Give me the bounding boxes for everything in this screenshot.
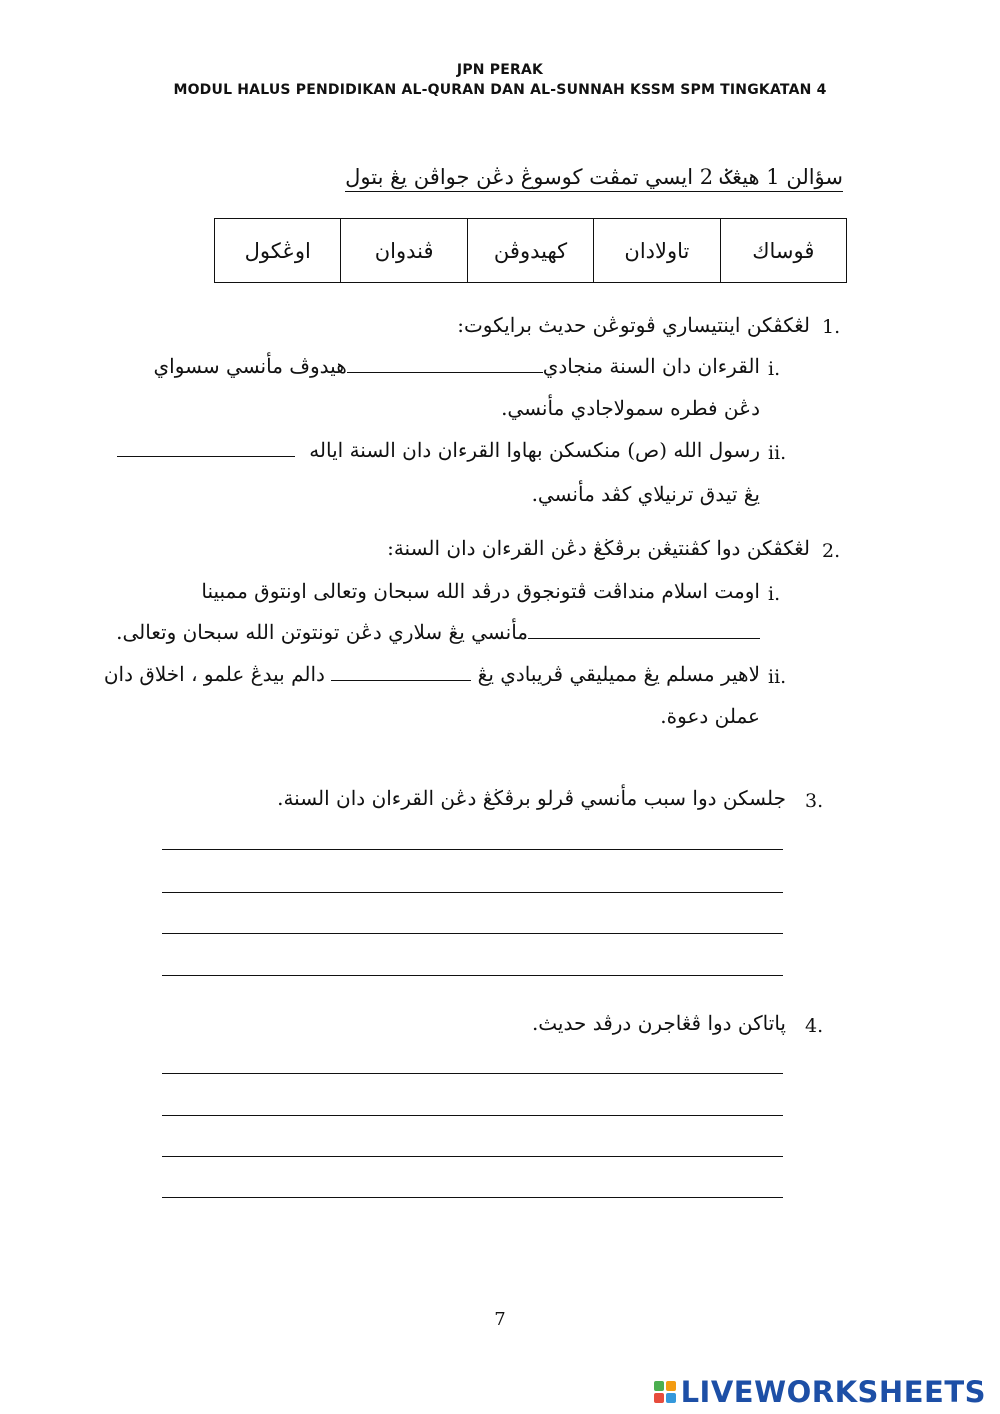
q2-ii-answer-blank[interactable] [331,680,471,681]
header-line-1: JPN PERAK [456,62,544,78]
q3-answer-line[interactable] [162,933,783,934]
page-number: 7 [494,1309,506,1330]
q1-i-answer-blank[interactable] [347,372,543,373]
q4-answer-line[interactable] [162,1156,783,1157]
q2-ii-number: ii. [768,666,787,688]
q1-number: 1. [822,316,841,338]
q1-prompt: لڠكڤكن اينتيساري ڤوتوڠن حديث برايكوت: [457,313,810,337]
instruction-title: سؤالن 1 هيڠݢ 2 ايسي تمڤت كوسوڠ دڠن جواڤن يڠ بتول [345,165,843,192]
liveworksheets-logo-icon [654,1381,676,1403]
answer-bank-item[interactable]: تاولادان [594,219,720,283]
header-line-2: MODUL HALUS PENDIDIKAN AL-QURAN DAN AL-SUNNAH KSSM SPM TINGKATAN 4 [173,82,827,98]
q1-ii-line-1 [117,438,760,462]
q1-ii-text: رسول الله (ص) منكسكن بهاوا القرءان دان السنة اياله [309,438,760,462]
liveworksheets-text: LIVEWORKSHEETS [680,1375,986,1409]
q2-ii-text-after: دالم بيدڠ علمو ، اخلاق دان [103,662,325,686]
q2-i-answer-blank[interactable] [528,638,760,639]
q1-i-text-after: هيدوڤ مأنسي سسواي [153,354,347,378]
q2-i-line-2 [116,620,760,644]
q4-answer-line[interactable] [162,1115,783,1116]
answer-bank-item[interactable]: ڤوساك [720,219,846,283]
q3-answer-line[interactable] [162,975,783,976]
q1-ii-line-2: يڠ تيدق ترنيلاي كڤد مأنسي. [531,482,760,506]
answer-bank-item[interactable]: كهيدوڤن [467,219,593,283]
q1-i-line-1 [154,354,760,378]
answer-bank-item[interactable]: اوڠكول [215,219,341,283]
q4-number: 4. [805,1015,824,1037]
q1-i-text-before: القرءان دان السنة منجادي [542,354,760,378]
q3-answer-line[interactable] [162,892,783,893]
answer-bank-item[interactable]: ڤندوان [341,219,467,283]
q3-answer-line[interactable] [162,849,783,850]
q3-number: 3. [805,790,824,812]
q2-ii-line-2: عملن دعوة. [660,704,760,728]
answer-bank-table [214,218,847,283]
q2-ii-text-before: لاهير مسلم يڠ مميليقي ڤريبادي يڠ [477,662,760,686]
q1-i-number: i. [768,358,781,380]
q4-prompt: ڽاتاكن دوا ڤڠاجرن درڤد حديث. [531,1011,786,1035]
q1-ii-answer-blank[interactable] [117,456,295,457]
q2-i-number: i. [768,583,781,605]
q1-i-line-2: دڠن فطره سمولاجادي مأنسي. [501,396,760,420]
q4-answer-line[interactable] [162,1197,783,1198]
q2-i-line-1: اومت اسلام منداڤت ڤتونجوق درڤد الله سبحان وتعالى اونتوق ممبينا [201,579,760,603]
q2-prompt: لڠكڤكن دوا كڤنتيڠن برڤڬڠ دڠن القرءان دان السنة: [387,536,810,560]
q1-ii-number: ii. [768,442,787,464]
q2-ii-line-1 [104,662,760,686]
liveworksheets-watermark[interactable] [654,1375,986,1409]
q3-prompt: جلسكن دوا سبب مأنسي ڤرلو برڤڬڠ دڠن القرءان دان السنة. [277,786,786,810]
q2-number: 2. [822,540,841,562]
q4-answer-line[interactable] [162,1073,783,1074]
q2-i-line-2-text: مأنسي يڠ سلاري دڠن تونتوتن الله سبحان وتعالى. [116,620,528,644]
